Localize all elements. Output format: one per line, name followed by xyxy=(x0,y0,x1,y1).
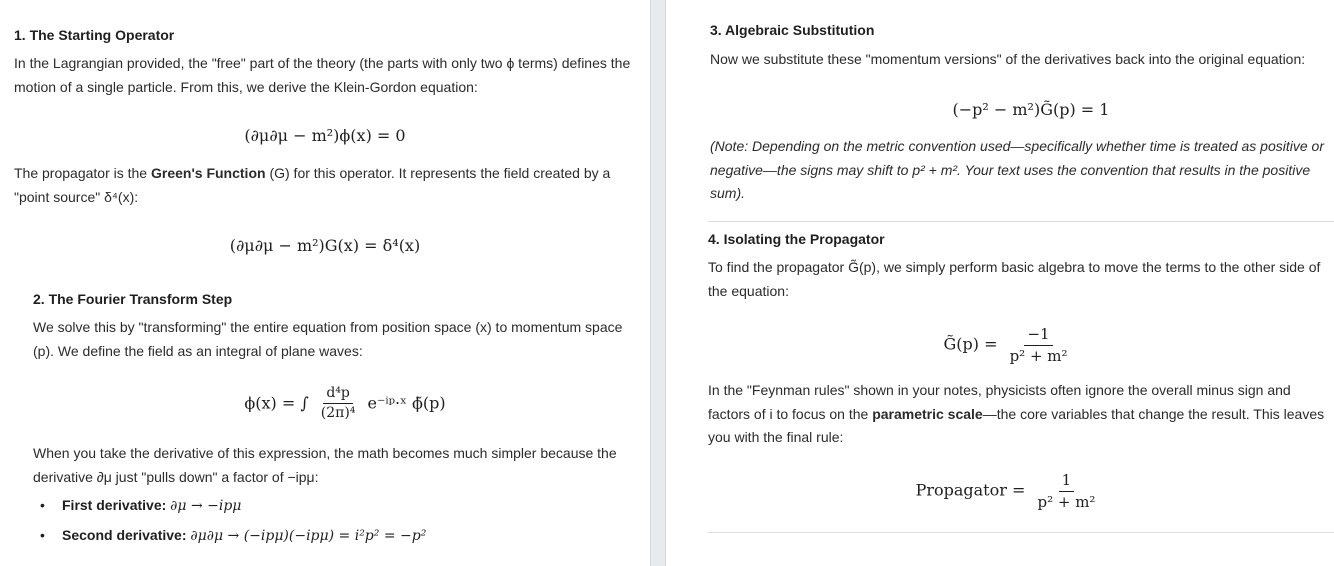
equation-lhs: Propagator = xyxy=(915,480,1026,500)
panel-divider[interactable] xyxy=(650,0,666,566)
section-heading-fourier-transform: 2. The Fourier Transform Step xyxy=(33,291,233,307)
paragraph-find-propagator: To find the propagator G̃(p), we simply perform basic algebra to move the terms to the other side of the equation: xyxy=(708,259,1321,299)
text-segment: The propagator is the xyxy=(14,165,151,181)
bullet-icon: • xyxy=(40,527,45,543)
note-metric-convention: (Note: Depending on the metric convention used—specifically whether time is treated as positive or negative—the signs may shift to p² + m². Your text uses the convention that results in the positive sum). xyxy=(710,138,1324,201)
fraction-denominator: (2π)⁴ xyxy=(320,405,356,422)
equation-isolated-propagator xyxy=(666,326,1334,364)
equation-final-propagator xyxy=(666,472,1334,510)
paragraph-feynman-rules xyxy=(708,379,1332,450)
text-segment: —the core variables that change the result. This leaves you with the final rule: xyxy=(708,405,1325,445)
right-panel xyxy=(666,0,1334,566)
list-item xyxy=(14,521,644,551)
section-heading-starting-operator: 1. The Starting Operator xyxy=(14,27,175,43)
section-divider xyxy=(708,221,1334,222)
section-heading-isolating-propagator: 4. Isolating the Propagator xyxy=(708,231,885,247)
bullet-icon: • xyxy=(40,497,45,513)
fraction-denominator: p² + m² xyxy=(1037,492,1096,511)
paragraph-derivative: When you take the derivative of this expression, the math becomes much simpler because the derivative ∂μ just "pulls down" a factor of −ipμ: xyxy=(33,445,617,485)
equation-klein-gordon: (∂μ∂μ − m²)ϕ(x) = 0 xyxy=(244,126,406,145)
fraction xyxy=(1034,472,1098,510)
fraction-numerator: 1 xyxy=(1059,472,1075,492)
bullet-label: Second derivative: xyxy=(62,527,187,543)
section-heading-algebraic-substitution: 3. Algebraic Substitution xyxy=(710,22,875,38)
fraction xyxy=(1007,326,1071,364)
equation-lhs: G̃(p) = xyxy=(943,334,998,354)
equation-greens-function: (∂μ∂μ − m²)G(x) = δ⁴(x) xyxy=(229,236,421,255)
left-panel xyxy=(0,0,650,566)
fraction xyxy=(318,386,359,422)
fraction-numerator: d⁴p xyxy=(323,386,353,404)
bullet-expression: ∂μ∂μ → (−ipμ)(−ipμ) = i²p² = −p² xyxy=(190,528,427,544)
paragraph-transforming: We solve this by "transforming" the entire equation from position space (x) to momentum space (p). We define the field as an integral of plane waves: xyxy=(33,319,623,359)
equation-fourier-integral xyxy=(0,386,650,422)
bullet-expression: ∂μ → −ipμ xyxy=(170,498,242,514)
equation-lhs: ϕ(x) = ∫ xyxy=(244,393,309,413)
text-segment: In the "Feynman rules" shown in your notes, physicists often ignore the overall minus sign and factors of i to focus on the xyxy=(708,382,1291,422)
equation-rhs: e⁻ⁱᵖ·ˣ ϕ̃(p) xyxy=(367,393,446,413)
section-divider xyxy=(708,532,1334,533)
bold-term-parametric-scale: parametric scale xyxy=(872,405,983,422)
paragraph-lagrangian: In the Lagrangian provided, the "free" part of the theory (the parts with only two ϕ terms) defines the motion of a single particle. From this, we derive the Klein-Gordon equation: xyxy=(14,55,631,95)
fraction-denominator: p² + m² xyxy=(1009,346,1068,365)
paragraph-propagator xyxy=(14,162,644,209)
bullet-label: First derivative: xyxy=(62,497,167,513)
equation-substituted: (−p² − m²)G̃(p) = 1 xyxy=(952,100,1110,119)
derivative-list xyxy=(14,491,644,551)
paragraph-substitute: Now we substitute these "momentum versions" of the derivatives back into the original equation: xyxy=(710,51,1306,67)
text-segment: (G) for this operator. It represents the field created by a "point source" δ⁴(x): xyxy=(14,165,611,205)
list-item xyxy=(14,491,644,521)
fraction-numerator: −1 xyxy=(1024,326,1052,346)
bold-term-greens-function: Green's Function xyxy=(150,165,266,181)
